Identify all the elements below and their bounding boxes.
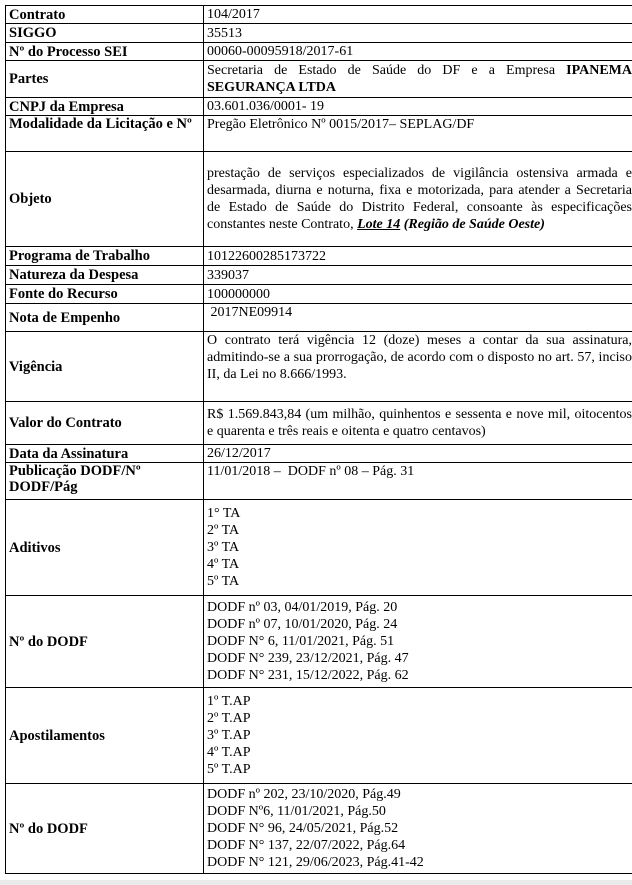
objeto-regiao: (Região de Saúde Oeste) (403, 217, 545, 232)
value-modalidade: Pregão Eletrônico Nº 0015/2017– SEPLAG/DF (204, 116, 632, 152)
value-publicacao: 11/01/2018 – DODF nº 08 – Pág. 31 (204, 463, 632, 500)
objeto-text: prestação de serviços especializados de vigilância ostensiva armada e desarmada, diurna e noturna, fixa e motorizada, para atender a Secretaria de Estado de Saúde do Distrito Federal, consoante às especificações constantes neste Contrato, (207, 166, 632, 232)
list-item: DODF nº 03, 04/01/2019, Pág. 20 (207, 600, 398, 615)
row-valor (6, 402, 632, 445)
list-item: 4º T.AP (207, 745, 251, 760)
objeto-lote: Lote 14 (357, 217, 401, 232)
row-data (6, 445, 632, 463)
label-empenho: Nota de Empenho (6, 304, 204, 332)
row-publicacao (6, 463, 632, 500)
partes-text: Secretaria de Estado de Saúde do DF e a Empresa (207, 63, 567, 78)
row-vigencia (6, 332, 632, 402)
list-item: DODF nº 202, 23/10/2020, Pág.49 (207, 787, 401, 802)
value-aditivos (204, 500, 632, 596)
value-programa: 10122600285173722 (204, 247, 632, 266)
contract-table (5, 5, 632, 874)
list-item: 2º T.AP (207, 711, 251, 726)
list-item: 3º T.AP (207, 728, 251, 743)
row-empenho (6, 304, 632, 332)
label-contrato: Contrato (6, 6, 204, 24)
list-item: DODF Nº6, 11/01/2021, Pág.50 (207, 804, 386, 819)
label-valor: Valor do Contrato (6, 402, 204, 445)
row-natureza (6, 266, 632, 285)
row-aditivos (6, 500, 632, 596)
value-data: 26/12/2017 (204, 445, 632, 463)
label-siggo: SIGGO (6, 24, 204, 43)
row-contrato (6, 6, 632, 24)
label-partes: Partes (6, 61, 204, 98)
label-apostilamentos: Apostilamentos (6, 688, 204, 784)
list-item: 4º TA (207, 557, 240, 572)
value-natureza: 339037 (204, 266, 632, 285)
row-modalidade (6, 116, 632, 152)
value-partes (204, 61, 632, 98)
list-item: DODF N° 137, 22/07/2022, Pág.64 (207, 838, 406, 853)
list-item: DODF N° 6, 11/01/2021, Pág. 51 (207, 634, 395, 649)
label-modalidade: Modalidade da Licitação e Nº (6, 116, 204, 152)
list-item: DODF N° 239, 23/12/2021, Pág. 47 (207, 651, 409, 666)
label-vigencia: Vigência (6, 332, 204, 402)
row-dodf-apostilamentos (6, 784, 632, 874)
value-objeto (204, 152, 632, 247)
row-dodf-aditivos (6, 596, 632, 688)
value-valor: R$ 1.569.843,84 (um milhão, quinhentos e sessenta e nove mil, oitocentos e quarenta e três reais e oitenta e quatro centavos) (204, 402, 632, 445)
label-dodf-apostilamentos: Nº do DODF (6, 784, 204, 874)
row-objeto (6, 152, 632, 247)
label-dodf-aditivos: Nº do DODF (6, 596, 204, 688)
list-item: DODF N° 121, 29/06/2023, Pág.41-42 (207, 855, 424, 870)
row-apostilamentos (6, 688, 632, 784)
label-natureza: Natureza da Despesa (6, 266, 204, 285)
value-processo: 00060-00095918/2017-61 (204, 43, 632, 61)
list-item: 5º TA (207, 574, 240, 589)
value-vigencia: O contrato terá vigência 12 (doze) meses a contar da sua assinatura, admitindo-se a sua prorrogação, de acordo com o disposto no art. 57, inciso II, da Lei no 8.666/1993. (204, 332, 632, 402)
label-processo: Nº do Processo SEI (6, 43, 204, 61)
value-apostilamentos (204, 688, 632, 784)
row-fonte (6, 285, 632, 304)
list-item: DODF N° 231, 15/12/2022, Pág. 62 (207, 668, 409, 683)
row-programa (6, 247, 632, 266)
list-item: 5º T.AP (207, 762, 251, 777)
row-siggo (6, 24, 632, 43)
label-fonte: Fonte do Recurso (6, 285, 204, 304)
list-item: 3º TA (207, 540, 240, 555)
row-cnpj (6, 98, 632, 116)
list-item: 1º T.AP (207, 694, 251, 709)
label-cnpj: CNPJ da Empresa (6, 98, 204, 116)
partes-empresa: IPANEMA SEGURANÇA LTDA (207, 63, 632, 95)
list-item: 2º TA (207, 523, 240, 538)
label-aditivos: Aditivos (6, 500, 204, 596)
value-empenho: 2017NE09914 (204, 304, 632, 332)
value-cnpj: 03.601.036/0001- 19 (204, 98, 632, 116)
value-fonte: 100000000 (204, 285, 632, 304)
label-objeto: Objeto (6, 152, 204, 247)
value-siggo: 35513 (204, 24, 632, 43)
row-processo (6, 43, 632, 61)
list-item: DODF nº 07, 10/01/2020, Pág. 24 (207, 617, 398, 632)
list-item: 1° TA (207, 506, 241, 521)
value-contrato: 104/2017 (204, 6, 632, 24)
value-dodf-apostilamentos (204, 784, 632, 874)
page-bottom-edge (0, 880, 632, 885)
label-data: Data da Assinatura (6, 445, 204, 463)
list-item: DODF N° 96, 24/05/2021, Pág.52 (207, 821, 399, 836)
value-dodf-aditivos (204, 596, 632, 688)
label-publicacao: Publicação DODF/Nº DODF/Pág (6, 463, 204, 500)
label-programa: Programa de Trabalho (6, 247, 204, 266)
row-partes (6, 61, 632, 98)
